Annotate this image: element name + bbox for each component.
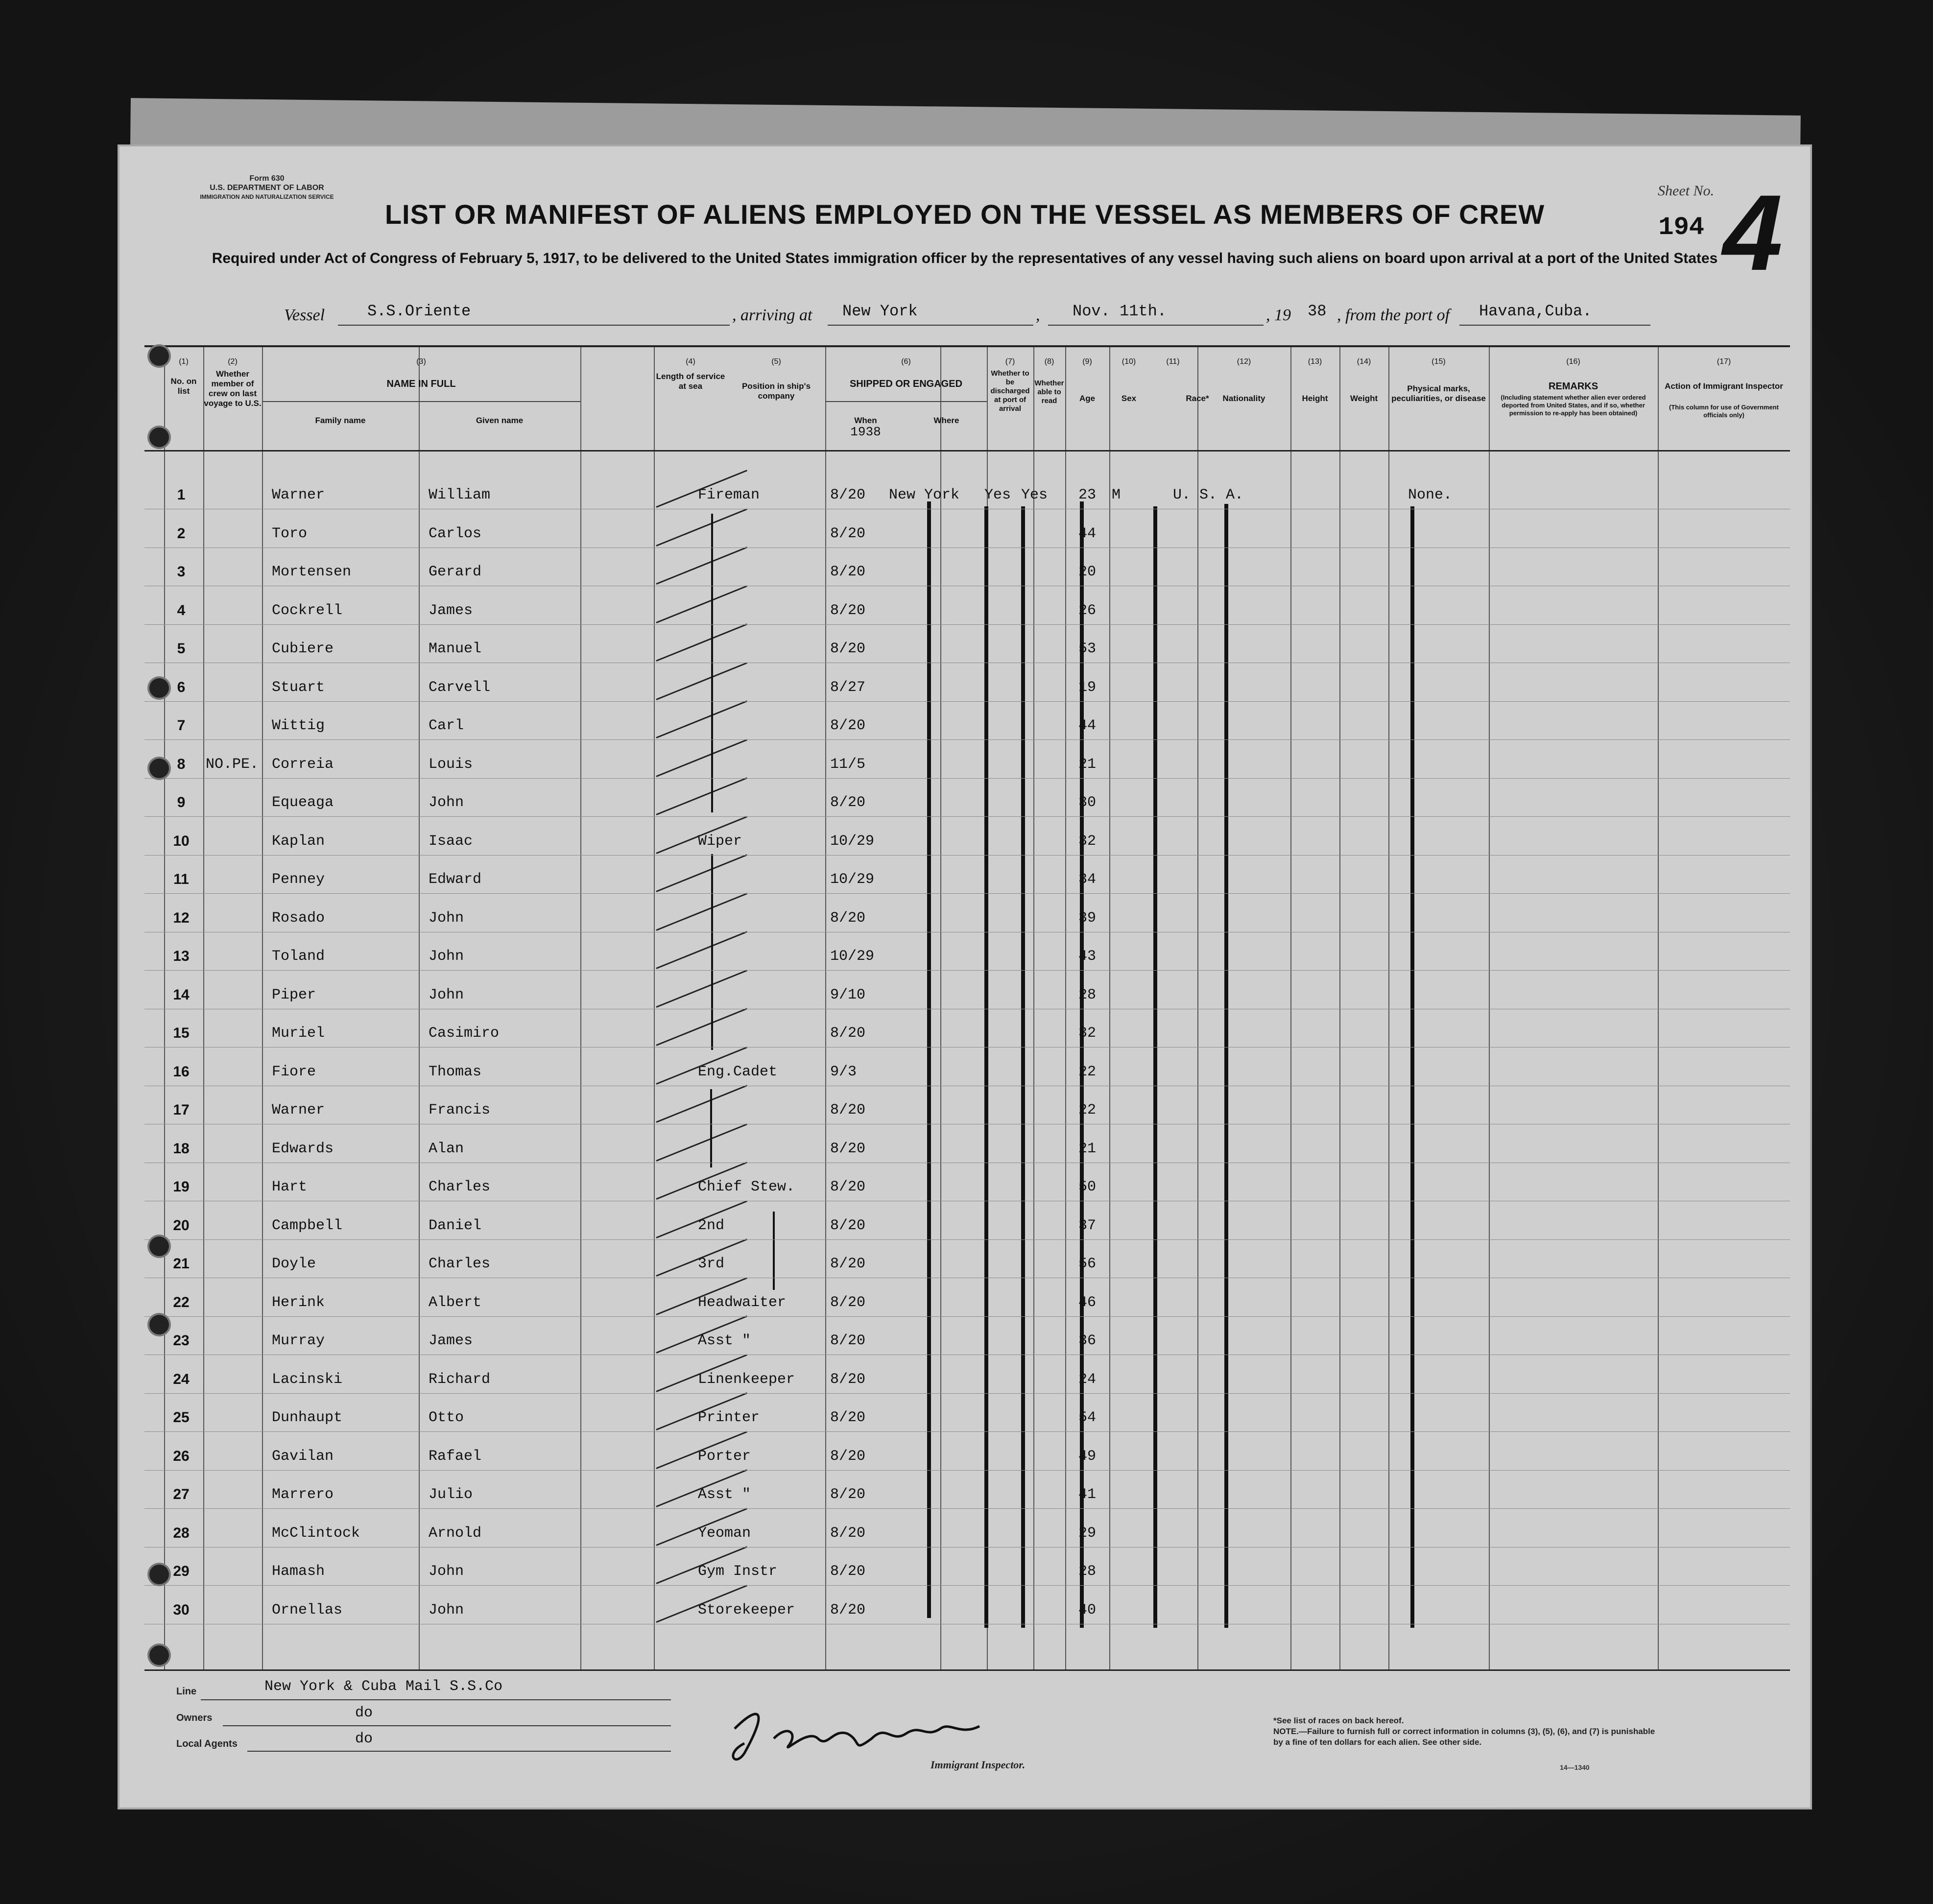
header-remarks: REMARKS [1548, 381, 1599, 392]
cell-no: 27 [173, 1486, 190, 1502]
service-tick-mark [656, 777, 747, 815]
cell-position: 3rd [698, 1256, 725, 1272]
ditto-line-marks [1410, 506, 1414, 1628]
cell-no: 15 [173, 1025, 190, 1041]
cell-when: 8/20 [830, 1025, 866, 1042]
cell-given: William [429, 487, 491, 503]
cell-when: 9/3 [830, 1063, 857, 1080]
cell-family: Edwards [272, 1140, 334, 1157]
cell-position: Linenkeeper [698, 1371, 795, 1388]
service-name: IMMIGRATION AND NATURALIZATION SERVICE [200, 193, 334, 200]
inspector-signature [715, 1699, 1009, 1768]
cell-age: 50 [1078, 1179, 1096, 1195]
cell-no: 29 [173, 1563, 190, 1579]
cell-when: 8/20 [830, 1217, 866, 1234]
cell-given: John [429, 1601, 464, 1618]
service-tick-mark [656, 893, 747, 931]
cell-position: Asst " [698, 1486, 751, 1503]
header-when: When [854, 416, 877, 425]
sheet-number: 194 [1658, 213, 1704, 242]
cell-position: Gym Instr [698, 1563, 778, 1580]
manifest-page [118, 144, 1812, 1809]
header-c4-number: (4) [686, 357, 695, 366]
cell-position: Chief Stew. [698, 1179, 795, 1195]
header-height: Height [1302, 394, 1328, 403]
service-tick-mark [656, 547, 747, 585]
header-family-name: Family name [315, 416, 366, 425]
header-c3-number: (3) [416, 357, 426, 366]
header-where: Where [933, 416, 959, 425]
cell-position: Fireman [698, 487, 760, 503]
cell-given: Albert [429, 1294, 482, 1311]
cell-when: 8/20 [830, 1409, 866, 1426]
cell-age: 23 [1078, 487, 1096, 503]
owners-value: do [355, 1705, 373, 1721]
cell-family: Toro [272, 525, 308, 542]
manifest-footer [118, 1672, 1812, 1790]
cell-given: Gerard [429, 564, 482, 580]
cell-no: 20 [173, 1217, 190, 1234]
races-note: *See list of races on back hereof. [1273, 1716, 1404, 1725]
cell-family: Herink [272, 1294, 325, 1311]
cell-given: Rafael [429, 1448, 482, 1465]
service-tick-mark [656, 662, 747, 700]
cell-race: U. S. A. [1173, 487, 1244, 503]
cell-no: 4 [177, 602, 186, 619]
cell-no: 26 [173, 1448, 190, 1464]
arrival-date: Nov. 11th. [1073, 302, 1167, 320]
cell-no: 8 [177, 756, 186, 772]
cell-family: Warner [272, 487, 325, 503]
cell-family: Campbell [272, 1217, 343, 1234]
cell-given: Charles [429, 1256, 491, 1272]
cell-family: Equeaga [272, 794, 334, 811]
cell-when: 8/20 [830, 1140, 866, 1157]
ditto-line-cadet [710, 1089, 712, 1167]
header-name-in-full: NAME IN FULL [386, 379, 456, 389]
cell-no: 7 [177, 717, 186, 734]
service-tick-mark [656, 1008, 747, 1046]
cell-family: Dunhaupt [272, 1409, 343, 1426]
cell-age: 36 [1078, 1333, 1096, 1349]
cell-when: 8/20 [830, 564, 866, 580]
cell-given: John [429, 909, 464, 927]
cell-no: 9 [177, 794, 186, 810]
cell-no: 16 [173, 1063, 190, 1080]
header-c9-number: (9) [1082, 357, 1092, 366]
header-c17-number: (17) [1717, 357, 1731, 366]
cell-when: 8/20 [830, 1256, 866, 1272]
department-name: U.S. DEPARTMENT OF LABOR [210, 184, 324, 192]
page-title: LIST OR MANIFEST OF ALIENS EMPLOYED ON THE VESSEL AS MEMBERS OF CREW [384, 199, 1545, 230]
header-c7-number: (7) [1005, 357, 1015, 366]
header-last-voyage: Whether member of crew on last voyage to U.S. [204, 369, 262, 408]
cell-age: 26 [1078, 602, 1096, 619]
cell-family: Piper [272, 986, 316, 1003]
cell-given: Edward [429, 871, 482, 888]
cell-when: 8/20 [830, 794, 866, 811]
cell-no: 18 [173, 1140, 190, 1157]
cell-age: 22 [1078, 1063, 1096, 1080]
service-tick-mark [656, 1123, 747, 1162]
header-c8-number: (8) [1044, 357, 1054, 366]
cell-family: Rosado [272, 909, 325, 927]
header-discharged: Whether to be discharged at port of arrival [990, 369, 1030, 413]
cell-when: 8/20 [830, 1102, 866, 1119]
cell-given: Carl [429, 717, 464, 734]
cell-when: 8/20 [830, 1524, 866, 1542]
cell-age: 24 [1078, 1371, 1096, 1388]
vessel-name: S.S.Oriente [367, 302, 471, 320]
local-agents-value: do [355, 1731, 373, 1747]
cell-no: 25 [173, 1409, 190, 1426]
cell-when: 8/20 [830, 1486, 866, 1503]
cell-when: 11/5 [830, 756, 866, 773]
cell-family: Correia [272, 756, 334, 773]
header-c10-number: (10) [1122, 357, 1136, 366]
cell-age: 54 [1078, 1409, 1096, 1426]
cell-given: Otto [429, 1409, 464, 1426]
ditto-line-race [1153, 506, 1157, 1628]
cell-when: 9/10 [830, 986, 866, 1003]
cell-family: Stuart [272, 679, 325, 696]
header-when-year: 1938 [850, 425, 881, 439]
cell-age: 41 [1078, 1486, 1096, 1503]
local-agents-label: Local Agents [176, 1738, 238, 1749]
cell-family: Cockrell [272, 602, 343, 619]
header-sex: Sex [1121, 394, 1137, 403]
cell-age: 20 [1078, 564, 1096, 580]
line-label: Line [176, 1686, 197, 1697]
cell-when: 8/20 [830, 1294, 866, 1311]
cell-family: Mortensen [272, 564, 352, 580]
cell-when: 8/20 [830, 602, 866, 619]
owners-label: Owners [176, 1713, 213, 1723]
cell-when: 8/20 [830, 1179, 866, 1195]
header-able-to-read: Whether able to read [1034, 379, 1064, 405]
cell-no: 22 [173, 1294, 190, 1310]
cell-no: 3 [177, 564, 186, 580]
cell-position: Storekeeper [698, 1601, 795, 1618]
cell-family: Penney [272, 871, 325, 888]
cell-when: 8/20 [830, 1371, 866, 1388]
cell-position: Printer [698, 1409, 760, 1426]
header-race: Race* [1186, 394, 1209, 403]
sheet-handwritten-number: 4 [1722, 172, 1783, 293]
header-c5-number: (5) [771, 357, 781, 366]
cell-marks: None. [1408, 487, 1453, 503]
cell-when: 8/20 [830, 525, 866, 542]
service-tick-mark [656, 931, 747, 969]
cell-age: 53 [1078, 641, 1096, 657]
header-age: Age [1079, 394, 1096, 403]
cell-given: John [429, 948, 464, 965]
cell-no: 13 [173, 948, 190, 964]
cell-sex: M [1112, 487, 1121, 503]
cell-age: 22 [1078, 1102, 1096, 1119]
year-label: , 19 [1266, 306, 1291, 324]
cell-age: 44 [1078, 717, 1096, 734]
cell-age: 21 [1078, 756, 1096, 773]
cell-given: Julio [429, 1486, 473, 1503]
cell-age: 39 [1078, 909, 1096, 927]
cell-no: 2 [177, 525, 186, 542]
service-tick-mark [656, 585, 747, 623]
cell-where: New York [889, 487, 960, 503]
cell-no: 10 [173, 833, 190, 849]
arriving-label: , arriving at [732, 306, 812, 324]
cell-given: James [429, 602, 473, 619]
ditto-line-where [927, 501, 931, 1618]
cell-family: Wittig [272, 717, 325, 734]
cell-family: Warner [272, 1102, 325, 1119]
cell-given: Carlos [429, 525, 482, 542]
cell-age: 49 [1078, 1448, 1096, 1465]
cell-when: 10/29 [830, 833, 875, 850]
cell-last: NO.PE. [206, 756, 259, 773]
header-c11-number: (11) [1166, 357, 1180, 366]
cell-family: McClintock [272, 1524, 360, 1542]
page-subtitle: Required under Act of Congress of February 5, 1917, to be delivered to the United States immigration officer by the representatives of any vessel having such aliens on board upon arrival at a port of the United States [212, 250, 1718, 266]
service-tick-mark [656, 508, 747, 547]
cell-given: Alan [429, 1140, 464, 1157]
cell-age: 28 [1078, 986, 1096, 1003]
service-tick-mark [656, 1085, 747, 1123]
cell-age: 29 [1078, 1524, 1096, 1542]
ditto-line-wiper [711, 854, 713, 1050]
header-list-number: No. on list [170, 377, 197, 396]
cell-given: Manuel [429, 641, 482, 657]
header-position: Position in ship's company [741, 381, 811, 401]
header-weight: Weight [1350, 394, 1378, 403]
cell-no: 30 [173, 1601, 190, 1618]
cell-no: 12 [173, 909, 190, 926]
service-tick-mark [656, 623, 747, 662]
cell-when: 10/29 [830, 948, 875, 965]
header-inspector-action: Action of Immigrant Inspector [1665, 381, 1783, 391]
cell-age: 37 [1078, 1217, 1096, 1234]
cell-family: Gavilan [272, 1448, 334, 1465]
penalty-note: NOTE.—Failure to furnish full or correct information in columns (3), (5), (6), and (7) is punishable by a fine of ten dollars for each alien. See other side. [1273, 1727, 1655, 1747]
arrival-port: New York [842, 302, 918, 320]
header-c16-number: (16) [1566, 357, 1580, 366]
cell-when: 8/20 [830, 1601, 866, 1618]
cell-age: 34 [1078, 871, 1096, 888]
cell-family: Kaplan [272, 833, 325, 850]
cell-no: 17 [173, 1102, 190, 1118]
line-value: New York & Cuba Mail S.S.Co [264, 1678, 503, 1695]
cell-no: 19 [173, 1179, 190, 1195]
cell-no: 11 [173, 871, 189, 887]
cell-age: 19 [1078, 679, 1096, 696]
cell-when: 8/27 [830, 679, 866, 696]
header-c14-number: (14) [1357, 357, 1371, 366]
from-port: Havana,Cuba. [1479, 302, 1592, 320]
ditto-line-read [1021, 506, 1025, 1628]
cell-given: Carvell [429, 679, 491, 696]
ditto-line-discharged [984, 506, 988, 1628]
form-code: 14—1340 [1560, 1763, 1590, 1771]
cell-age: 40 [1078, 1601, 1096, 1618]
ditto-line-fireman [711, 514, 713, 812]
vessel-info-line: Vessel S.S.Oriente , arriving at New York , Nov. 11th. , 19 38 , from the port of Havana,Cuba. [284, 301, 1655, 331]
cell-no: 23 [173, 1333, 190, 1349]
cell-age: 30 [1078, 794, 1096, 811]
cell-when: 8/20 [830, 641, 866, 657]
header-c13-number: (13) [1308, 357, 1322, 366]
cell-family: Fiore [272, 1063, 316, 1080]
cell-position: Wiper [698, 833, 742, 850]
cell-given: Daniel [429, 1217, 482, 1234]
cell-family: Ornellas [272, 1601, 343, 1618]
cell-family: Marrero [272, 1486, 334, 1503]
header-nationality: Nationality [1222, 394, 1265, 403]
cell-age: 44 [1078, 525, 1096, 542]
header-c2-number: (2) [228, 357, 238, 366]
cell-family: Hamash [272, 1563, 325, 1580]
cell-given: Thomas [429, 1063, 482, 1080]
ditto-line-nationality [1224, 504, 1228, 1628]
cell-age: 32 [1078, 1025, 1096, 1042]
cell-no: 24 [173, 1371, 190, 1387]
cell-position: Eng.Cadet [698, 1063, 778, 1080]
cell-age: 56 [1078, 1256, 1096, 1272]
cell-when: 8/20 [830, 1448, 866, 1465]
form-number: Form 630 [249, 174, 285, 183]
ditto-line-sex [1080, 501, 1084, 1628]
arrival-year: 38 [1308, 302, 1327, 320]
cell-when: 8/20 [830, 1333, 866, 1349]
sheet-label: Sheet No. [1658, 183, 1714, 199]
cell-age: 43 [1078, 948, 1096, 965]
from-port-label: , from the port of [1337, 306, 1450, 324]
cell-given: John [429, 1563, 464, 1580]
cell-given: Arnold [429, 1524, 482, 1542]
cell-no: 14 [173, 986, 190, 1003]
footer-note [1273, 1715, 1665, 1748]
cell-family: Murray [272, 1333, 325, 1349]
inspector-label: Immigrant Inspector. [931, 1759, 1026, 1771]
cell-age: 21 [1078, 1140, 1096, 1157]
cell-age: 46 [1078, 1294, 1096, 1311]
header-length-of-service: Length of service at sea [656, 372, 725, 391]
cell-family: Muriel [272, 1025, 325, 1042]
cell-when: 8/20 [830, 909, 866, 927]
cell-when: 8/20 [830, 487, 866, 503]
ditto-line-steward [773, 1212, 775, 1290]
header-inspector-note: (This column for use of Government officials only) [1669, 404, 1779, 419]
cell-when: 8/20 [830, 717, 866, 734]
cell-given: Charles [429, 1179, 491, 1195]
cell-family: Hart [272, 1179, 308, 1195]
cell-no: 21 [173, 1256, 190, 1272]
cell-given: Francis [429, 1102, 491, 1119]
cell-given: James [429, 1333, 473, 1349]
cell-given: John [429, 986, 464, 1003]
vessel-label: Vessel [284, 306, 325, 324]
cell-position: Porter [698, 1448, 751, 1465]
cell-family: Toland [272, 948, 325, 965]
cell-no: 28 [173, 1524, 190, 1541]
header-given-name: Given name [476, 416, 524, 425]
cell-position: Asst " [698, 1333, 751, 1349]
header-c15-number: (15) [1432, 357, 1446, 366]
cell-given: John [429, 794, 464, 811]
cell-family: Lacinski [272, 1371, 343, 1388]
cell-age: 32 [1078, 833, 1096, 850]
cell-when: 8/20 [830, 1563, 866, 1580]
cell-position: 2nd [698, 1217, 725, 1234]
cell-given: Casimiro [429, 1025, 500, 1042]
cell-given: Richard [429, 1371, 491, 1388]
service-tick-mark [656, 854, 747, 892]
cell-read: Yes [1021, 487, 1048, 503]
service-tick-mark [656, 739, 747, 777]
cell-given: Louis [429, 756, 473, 773]
header-physical-marks: Physical marks, peculiarities, or disease [1391, 384, 1486, 403]
crew-manifest-table [144, 345, 1790, 1671]
service-tick-mark [656, 700, 747, 738]
cell-no: 6 [177, 679, 186, 695]
header-c1-number: (1) [179, 357, 189, 366]
service-tick-mark [656, 970, 747, 1008]
cell-discharged: Yes [984, 487, 1011, 503]
cell-no: 1 [177, 487, 186, 503]
form-identifier [162, 174, 372, 202]
header-c6-number: (6) [901, 357, 911, 366]
header-shipped-engaged: SHIPPED OR ENGAGED [849, 379, 963, 389]
cell-position: Yeoman [698, 1524, 751, 1542]
cell-family: Doyle [272, 1256, 316, 1272]
cell-age: 28 [1078, 1563, 1096, 1580]
header-remarks-note: (Including statement whether alien ever ordered deported from United States, and if so, whether permission to re-apply has been obtained) [1501, 394, 1646, 417]
cell-when: 10/29 [830, 871, 875, 888]
header-c12-number: (12) [1237, 357, 1251, 366]
cell-family: Cubiere [272, 641, 334, 657]
cell-given: Isaac [429, 833, 473, 850]
cell-no: 5 [177, 641, 186, 657]
cell-position: Headwaiter [698, 1294, 787, 1311]
